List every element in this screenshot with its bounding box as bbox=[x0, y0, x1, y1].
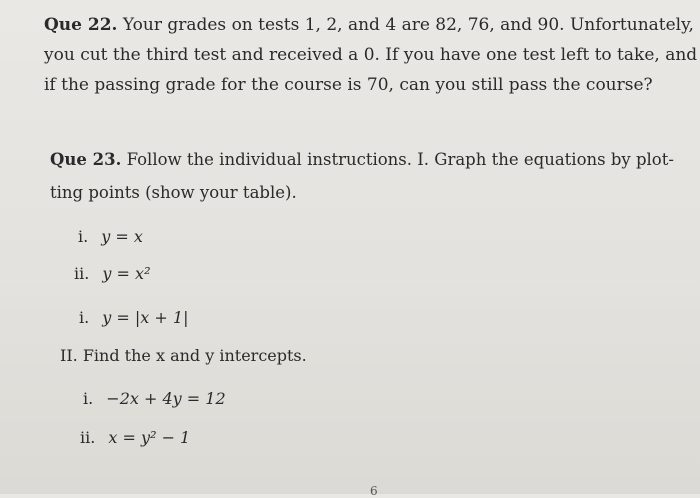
part2-item-2 bbox=[80, 428, 190, 447]
part1-item-3-label: i. bbox=[79, 308, 90, 327]
part2-item-2-expr: x = y² − 1 bbox=[108, 428, 191, 447]
question-22-text-2: you cut the third test and received a 0. If you have one test left to take, and bbox=[44, 45, 698, 65]
question-23-text-2: ting points (show your table). bbox=[50, 183, 297, 202]
question-22-text-3: if the passing grade for the course is 70, can you still pass the course? bbox=[44, 75, 653, 95]
part1-item-2-label: ii. bbox=[74, 264, 90, 283]
part2-item-2-label: ii. bbox=[80, 428, 96, 447]
part1-item-1 bbox=[78, 227, 143, 246]
part1-item-1-label: i. bbox=[78, 227, 89, 246]
question-23 bbox=[50, 143, 680, 209]
question-23-number: Que 23. bbox=[50, 150, 122, 169]
part2-item-1-expr: −2x + 4y = 12 bbox=[106, 389, 226, 408]
question-22-number: Que 22. bbox=[44, 15, 118, 35]
page-footer-mark: 6 bbox=[370, 484, 378, 498]
part1-item-3-expr: y = |x + 1| bbox=[102, 308, 189, 327]
part1-item-1-expr: y = x bbox=[101, 227, 143, 246]
part1-item-3 bbox=[79, 308, 188, 327]
question-23-line-1 bbox=[50, 143, 680, 176]
part2-heading: II. Find the x and y intercepts. bbox=[60, 346, 307, 365]
part2-item-1-label: i. bbox=[83, 389, 94, 408]
question-22-text-1: Your grades on tests 1, 2, and 4 are 82, 76, and 90. Unfortunately, bbox=[122, 15, 694, 35]
part1-item-2-expr: y = x² bbox=[102, 264, 151, 283]
part1-item-2 bbox=[74, 264, 150, 283]
question-23-text-1: Follow the individual instructions. I. Graph the equations by plot- bbox=[126, 150, 674, 169]
question-22 bbox=[44, 10, 698, 100]
question-22-line-1 bbox=[44, 10, 694, 40]
part2-item-1 bbox=[83, 389, 226, 408]
